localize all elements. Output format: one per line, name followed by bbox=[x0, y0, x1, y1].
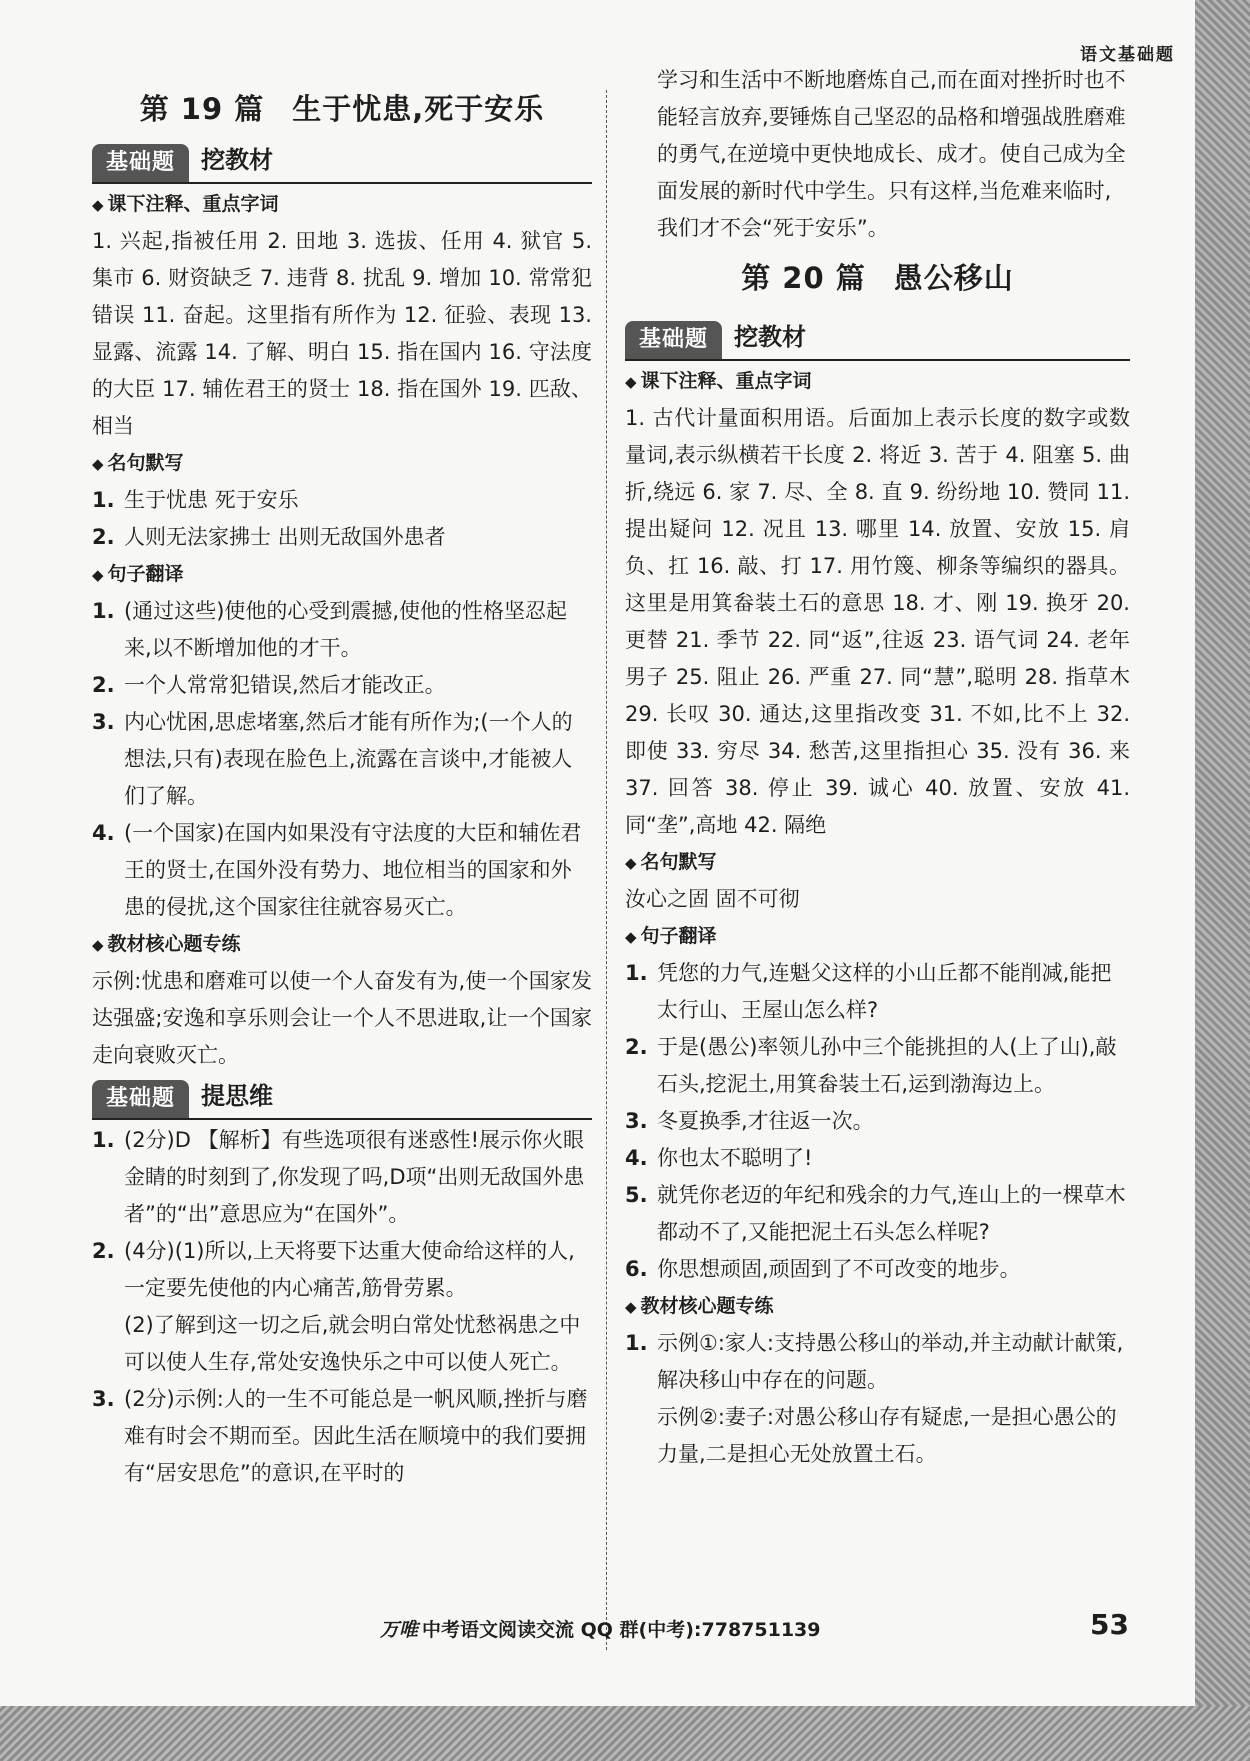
subheading-notes: ◆ 课下注释、重点字词 bbox=[92, 193, 279, 215]
list-item: 3. 内心忧困,思虑堵塞,然后才能有所作为;(一个人的想法,只有)表现在脸色上,流露在言谈中,才能被人们了解。 bbox=[92, 710, 573, 808]
list-item: 4. (一个国家)在国内如果没有守法度的大臣和辅佐君王的贤士,在国外没有势力、地位相当的国家和外患的侵扰,这个国家往往就容易灭亡。 bbox=[92, 821, 582, 919]
brand-logo: 万唯 bbox=[380, 1619, 419, 1641]
list-item: 3. 冬夏换季,才往返一次。 bbox=[625, 1109, 874, 1133]
list-item: 5. 就凭你老迈的年纪和残余的力气,连山上的一棵草木都动不了,又能把泥土石头怎么样呢? bbox=[625, 1183, 1126, 1244]
right-column bbox=[625, 62, 1130, 1473]
diamond-icon: ◆ bbox=[625, 373, 637, 391]
lesson20-name: 愚公移山 bbox=[893, 261, 1014, 295]
subheading-translation: ◆ 句子翻译 bbox=[92, 563, 184, 585]
list-item: 3. (2分)示例:人的一生不可能总是一帆风顺,挫折与磨难有时会不期而至。因此生活在顺境中的我们要拥有“居安思危”的意识,在平时的 bbox=[92, 1387, 588, 1485]
list-item: 1. 凭您的力气,连魁父这样的小山丘都不能削减,能把太行山、王屋山怎么样? bbox=[625, 961, 1112, 1022]
diamond-icon: ◆ bbox=[625, 1298, 637, 1316]
scan-edge-bottom bbox=[0, 1706, 1250, 1761]
section-tag: 语文基础题 bbox=[1080, 45, 1175, 65]
list-item: 4. 你也太不聪明了! bbox=[625, 1146, 813, 1170]
continued-answer: 学习和生活中不断地磨炼自己,而在面对挫折时也不能轻言放弃,要锤炼自己坚忍的品格和增强战胜磨难的勇气,在逆境中更快地成长、成才。使自己成为全面发展的新时代中学生。只有这样,当危难来临时,我们才不会“死于安乐”。 bbox=[657, 68, 1126, 240]
subheading-core: ◆ 教材核心题专练 bbox=[625, 1295, 774, 1317]
lesson20-number: 第 20 篇 bbox=[741, 261, 866, 295]
list-item: 1. 示例①:家人:支持愚公移山的举动,并主动献计献策,解决移山中存在的问题。 bbox=[625, 1331, 1124, 1392]
list-item: 2. 人则无法家拂士 出则无敌国外患者 bbox=[92, 525, 446, 549]
list-item-continued: (2)了解到这一切之后,就会明白常处忧愁祸患之中可以使人生存,常处安逸快乐之中可以使人死亡。 bbox=[124, 1313, 581, 1374]
notes-answers: 1. 兴起,指被任用 2. 田地 3. 选拔、任用 4. 狱官 5. 集市 6. 财资缺乏 7. 违背 8. 扰乱 9. 增加 10. 常常犯错误 11. 奋起。这里指有所作为 12. 征验、表现 13. 显露、流露 14. 了解、明白 15. 指在国内 16. 守法度的大臣 17. 辅佐君王的贤士 18. 指在国外 19. 匹敌、相当 bbox=[92, 229, 592, 438]
subheading-translation: ◆ 句子翻译 bbox=[625, 925, 717, 947]
footer-text: 中考语文阅读交流 QQ 群(中考):778751139 bbox=[422, 1619, 821, 1641]
list-item: 2. (4分)(1)所以,上天将要下达重大使命给这样的人,一定要先使他的内心痛苦,筋骨劳累。 bbox=[92, 1239, 575, 1300]
scan-edge-right bbox=[1195, 0, 1250, 1761]
column-divider bbox=[606, 90, 607, 1650]
diamond-icon: ◆ bbox=[92, 936, 104, 954]
list-item: 2. 一个人常常犯错误,然后才能改正。 bbox=[92, 673, 446, 697]
banner-title: 挖教材 bbox=[734, 323, 807, 351]
banner-tag: 基础题 bbox=[92, 1080, 189, 1118]
section-banner-textbook bbox=[625, 319, 1130, 361]
banner-tag: 基础题 bbox=[92, 144, 189, 182]
diamond-icon: ◆ bbox=[92, 196, 104, 214]
list-item-continued: 示例②:妻子:对愚公移山存有疑虑,一是担心愚公的力量,二是担心无处放置土石。 bbox=[657, 1405, 1117, 1466]
list-item: 1. (通过这些)使他的心受到震撼,使他的性格坚忍起来,以不断增加他的才干。 bbox=[92, 599, 568, 660]
subheading-core: ◆ 教材核心题专练 bbox=[92, 933, 241, 955]
section-banner-thinking bbox=[92, 1078, 592, 1120]
diamond-icon: ◆ bbox=[625, 854, 637, 872]
subheading-quotes: ◆ 名句默写 bbox=[92, 452, 184, 474]
section-banner-textbook bbox=[92, 142, 592, 184]
banner-title: 提思维 bbox=[201, 1082, 274, 1110]
diamond-icon: ◆ bbox=[92, 455, 104, 473]
notes-answers: 1. 古代计量面积用语。后面加上表示长度的数字或数量词,表示纵横若干长度 2. 将近 3. 苦于 4. 阻塞 5. 曲折,绕远 6. 家 7. 尽、全 8. 直 9. 纷纷地 10. 赞同 11. 提出疑问 12. 况且 13. 哪里 14. 放置、安放 15. 肩负、扛 16. 敲、打 17. 用竹篾、柳条等编织的器具。这里是用箕畚装土石的意思 18. 才、刚 19. 换牙 20. 更替 21. 季节 22. 同“返”,往返 23. 语气词 24. 老年男子 25. 阻止 26. 严重 27. 同“慧”,聪明 28. 指草木 29. 长叹 30. 通达,这里指改变 31. 不如,比不上 32. 即使 33. 穷尽 34. 愁苦,这里指担心 35. 没有 36. 来 37. 回答 38. 停止 39. 诚心 40. 放置、安放 41. 同“垄”,高地 42. 隔绝 bbox=[625, 406, 1130, 837]
subheading-notes: ◆ 课下注释、重点字词 bbox=[625, 370, 812, 392]
diamond-icon: ◆ bbox=[92, 566, 104, 584]
banner-title: 挖教材 bbox=[201, 146, 274, 174]
list-item: 1. (2分)D 【解析】有些选项很有迷惑性!展示你火眼金睛的时刻到了,你发现了吗,D项“出则无敌国外患者”的“出”意思应为“在国外”。 bbox=[92, 1128, 585, 1226]
footer-note bbox=[380, 1615, 821, 1642]
diamond-icon: ◆ bbox=[625, 928, 637, 946]
banner-tag: 基础题 bbox=[625, 321, 722, 359]
page-number: 53 bbox=[1090, 1608, 1129, 1641]
subheading-quotes: ◆ 名句默写 bbox=[625, 851, 717, 873]
list-item: 2. 于是(愚公)率领儿孙中三个能挑担的人(上了山),敲石头,挖泥土,用箕畚装土石,运到渤海边上。 bbox=[625, 1035, 1117, 1096]
lesson20-title bbox=[625, 253, 1130, 303]
list-item: 1. 生于忧患 死于安乐 bbox=[92, 488, 299, 512]
core-answer: 示例:忧患和磨难可以使一个人奋发有为,使一个国家发达强盛;安逸和享乐则会让一个人不思进取,让一个国家走向衰败灭亡。 bbox=[92, 969, 592, 1067]
lesson19-number: 第 19 篇 bbox=[139, 92, 265, 126]
left-column bbox=[92, 62, 592, 1492]
quote-answer: 汝心之固 固不可彻 bbox=[625, 887, 800, 911]
list-item: 6. 你思想顽固,顽固到了不可改变的地步。 bbox=[625, 1257, 1021, 1281]
lesson19-name: 生于忧患,死于安乐 bbox=[292, 92, 545, 126]
lesson19-title bbox=[92, 84, 592, 134]
